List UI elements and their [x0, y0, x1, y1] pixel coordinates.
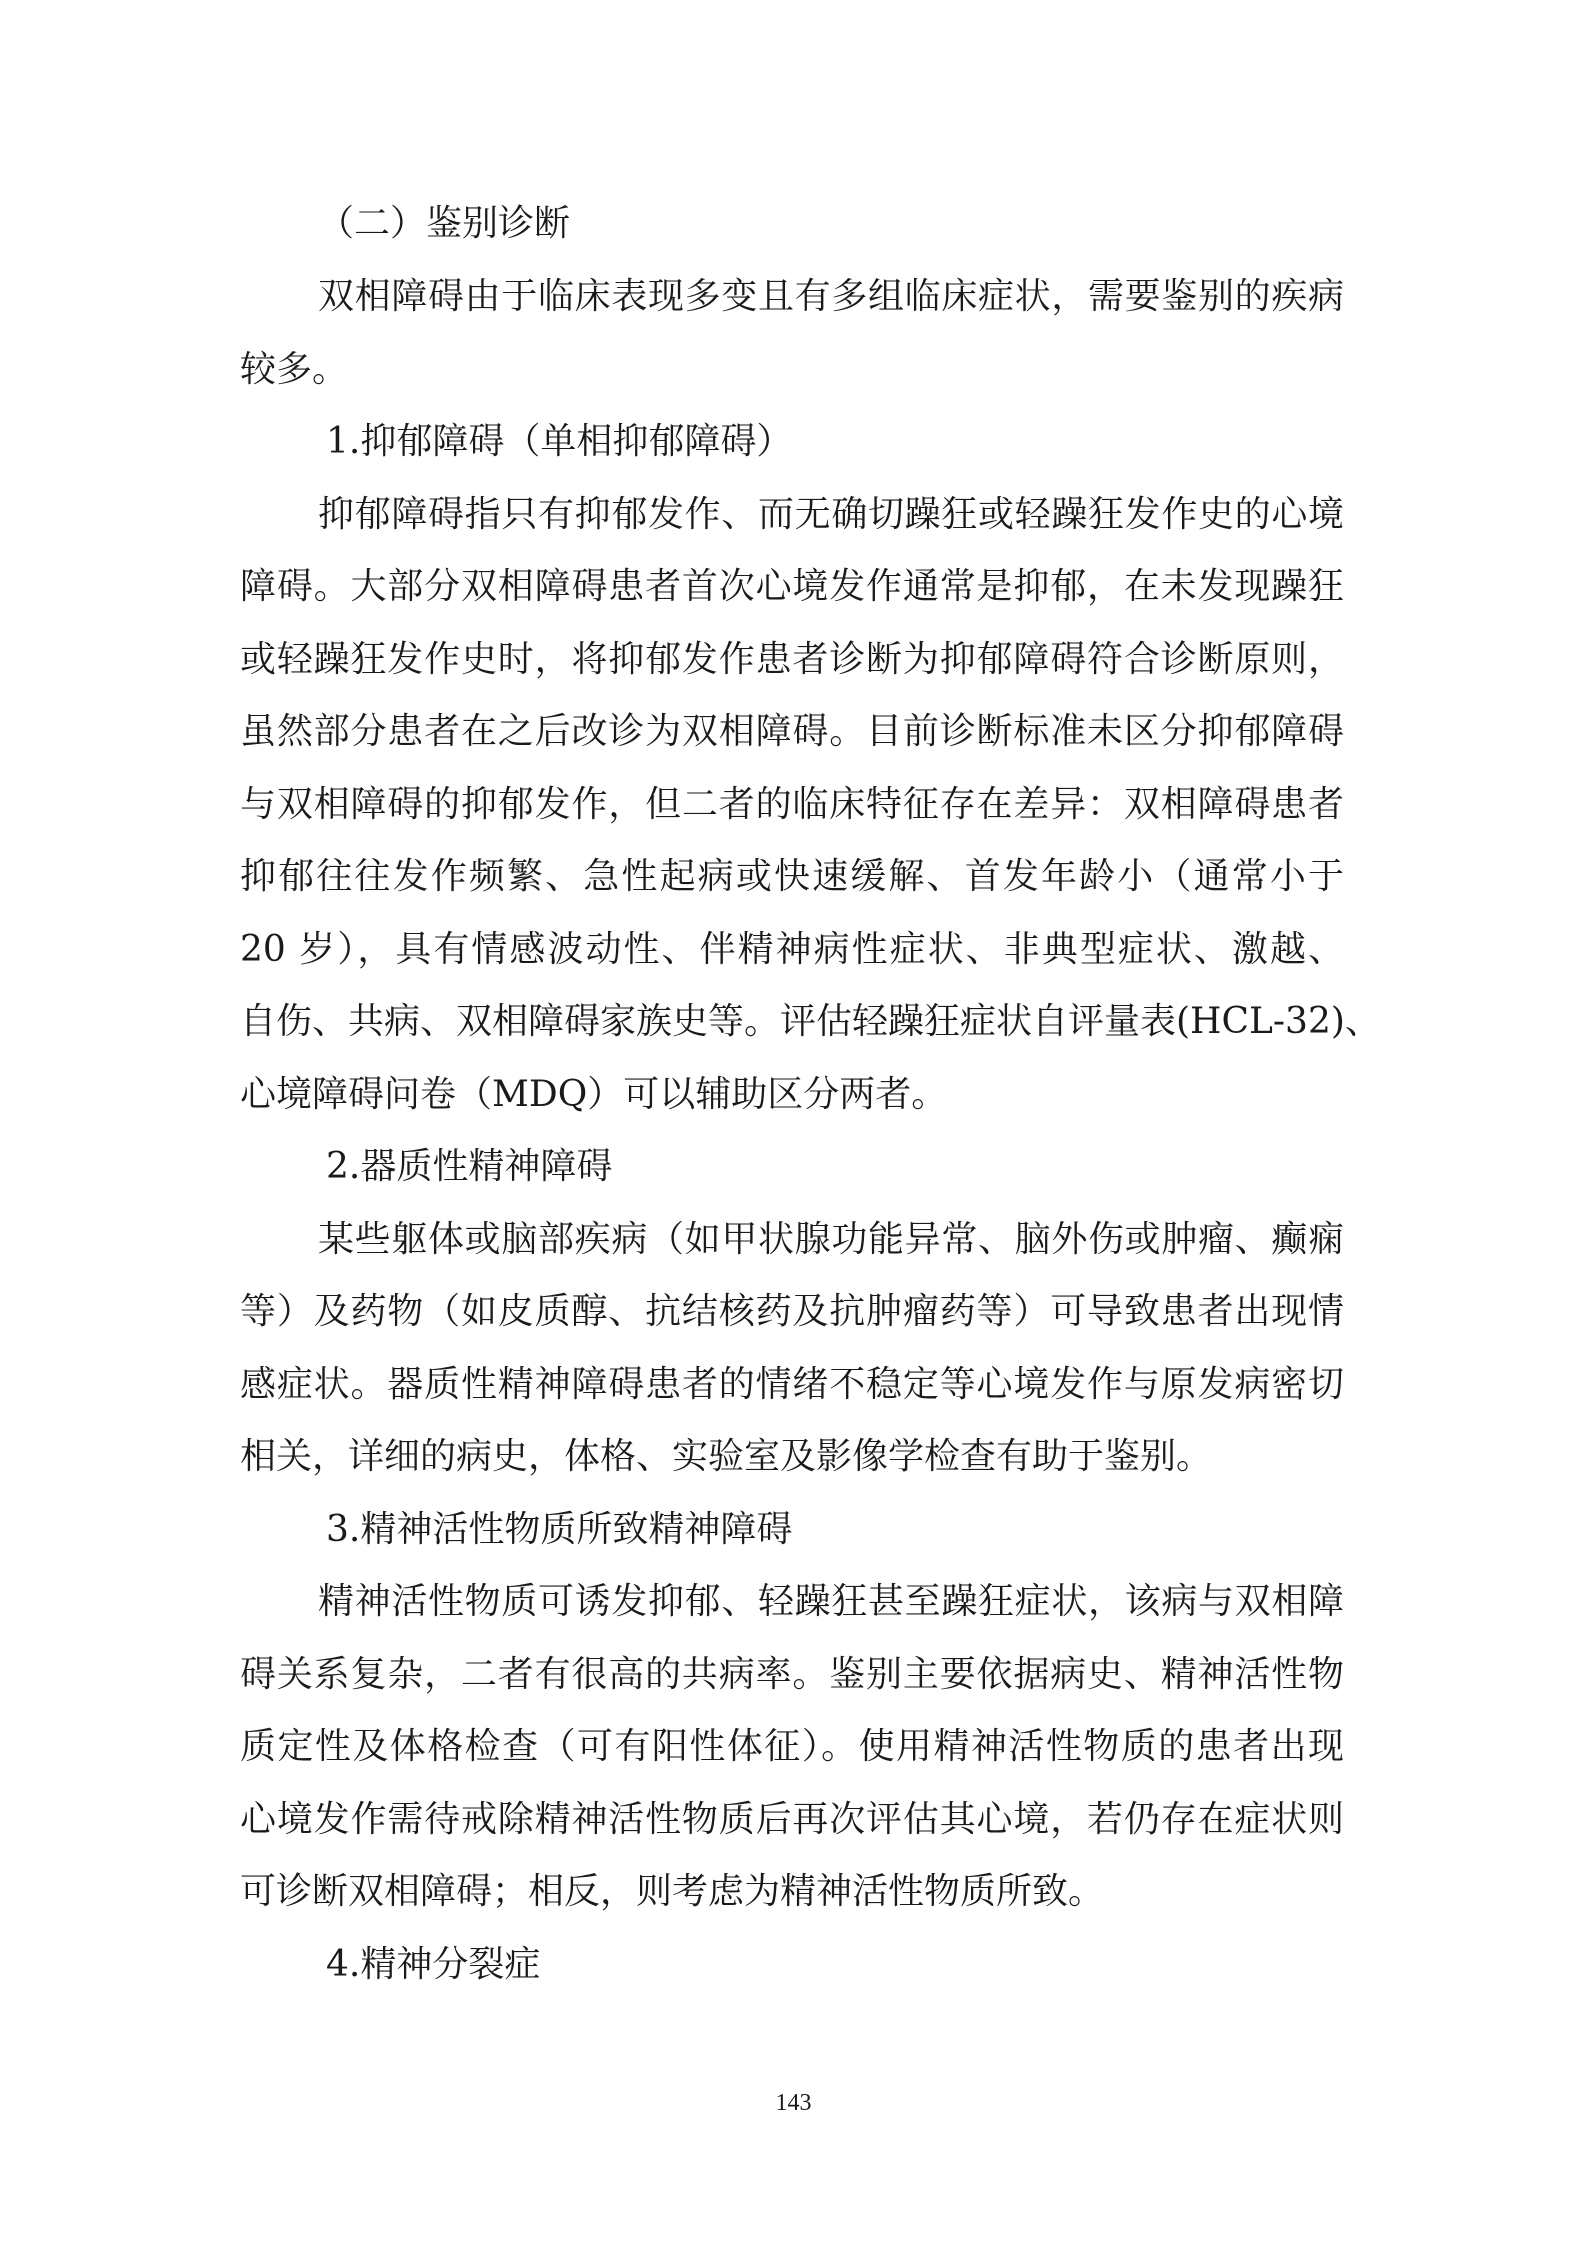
- item-1-line-1: 抑郁障碍指只有抑郁发作、而无确切躁狂或轻躁狂发作史的心境: [318, 494, 1344, 535]
- item-2-line-4: 相关，详细的病史，体格、实验室及影像学检查有助于鉴别。: [240, 1436, 1213, 1477]
- section-heading: （二）鉴别诊断: [318, 203, 571, 244]
- item-1-line-8: 自伤、共病、双相障碍家族史等。评估轻躁狂症状自评量表(HCL-32)、: [240, 1001, 1381, 1042]
- item-4-heading: 4.精神分裂症: [326, 1944, 541, 1985]
- item-1-line-9: 心境障碍问卷（MDQ）可以辅助区分两者。: [240, 1074, 948, 1115]
- item-3-line-4: 心境发作需待戒除精神活性物质后再次评估其心境，若仍存在症状则: [240, 1799, 1344, 1840]
- item-2-line-2: 等）及药物（如皮质醇、抗结核药及抗肿瘤药等）可导致患者出现情: [240, 1291, 1344, 1332]
- item-1-line-2: 障碍。大部分双相障碍患者首次心境发作通常是抑郁，在未发现躁狂: [240, 566, 1344, 607]
- item-2-heading: 2.器质性精神障碍: [326, 1146, 613, 1187]
- item-3-line-1: 精神活性物质可诱发抑郁、轻躁狂甚至躁狂症状，该病与双相障: [318, 1581, 1344, 1622]
- item-3-heading: 3.精神活性物质所致精神障碍: [326, 1509, 793, 1550]
- item-1-line-3: 或轻躁狂发作史时，将抑郁发作患者诊断为抑郁障碍符合诊断原则，: [240, 639, 1344, 680]
- intro-line-1: 双相障碍由于临床表现多变且有多组临床症状，需要鉴别的疾病: [318, 276, 1344, 317]
- item-1-line-5: 与双相障碍的抑郁发作，但二者的临床特征存在差异：双相障碍患者: [240, 784, 1344, 825]
- item-3-line-2: 碍关系复杂，二者有很高的共病率。鉴别主要依据病史、精神活性物: [240, 1654, 1344, 1695]
- item-3-line-5: 可诊断双相障碍；相反，则考虑为精神活性物质所致。: [240, 1871, 1105, 1912]
- item-1-line-4: 虽然部分患者在之后改诊为双相障碍。目前诊断标准未区分抑郁障碍: [240, 711, 1344, 752]
- item-2-line-3: 感症状。器质性精神障碍患者的情绪不稳定等心境发作与原发病密切: [240, 1364, 1344, 1405]
- item-3-line-3: 质定性及体格检查（可有阳性体征）。使用精神活性物质的患者出现: [240, 1726, 1344, 1767]
- item-1-line-7: 20 岁），具有情感波动性、伴精神病性症状、非典型症状、激越、: [240, 929, 1344, 970]
- intro-line-2: 较多。: [240, 349, 349, 390]
- item-1-line-6: 抑郁往往发作频繁、急性起病或快速缓解、首发年龄小（通常小于: [240, 856, 1344, 897]
- page-number: 143: [775, 2090, 812, 2116]
- item-1-heading: 1.抑郁障碍（单相抑郁障碍）: [326, 421, 793, 462]
- item-2-line-1: 某些躯体或脑部疾病（如甲状腺功能异常、脑外伤或肿瘤、癫痫: [318, 1219, 1344, 1260]
